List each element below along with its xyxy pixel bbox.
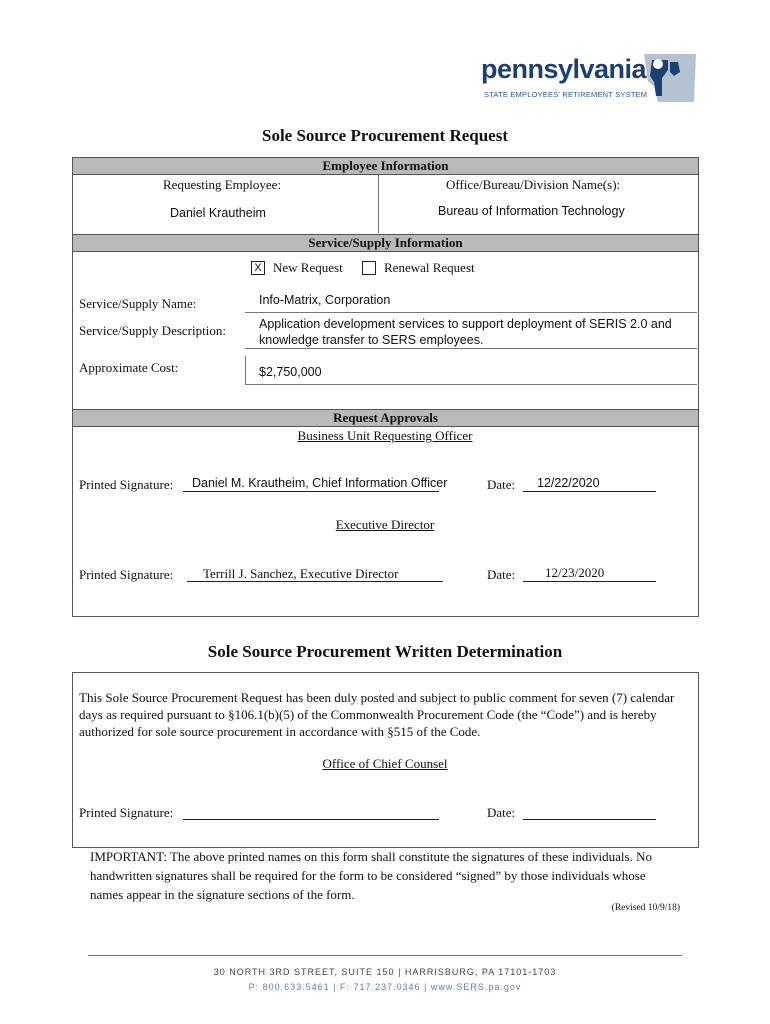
brand-logo-subtitle: STATE EMPLOYEES' RETIREMENT SYSTEM [484,90,648,99]
bu-printed-signature-value[interactable]: Daniel M. Krautheim, Chief Information Officer [192,476,448,490]
counsel-date-line[interactable] [523,819,656,820]
requesting-employee-value[interactable]: Daniel Krautheim [170,206,266,220]
service-description-label: Service/Supply Description: [79,323,226,338]
exec-printed-signature-label: Printed Signature: [79,567,174,582]
new-request-label: New Request [273,260,343,275]
request-approvals-header: Request Approvals [72,409,699,427]
approx-cost-underline [245,384,697,385]
business-unit-title: Business Unit Requesting Officer [297,428,473,443]
office-of-chief-counsel: Office of Chief Counsel [322,756,448,771]
bu-signature-line [183,491,439,492]
office-label: Office/Bureau/Division Name(s): [446,177,621,192]
footer-contact[interactable]: P: 800.633.5461 | F: 717.237.0346 | www.SERS.pa.gov [248,982,522,992]
service-info-header: Service/Supply Information [72,234,699,252]
requesting-employee-label: Requesting Employee: [163,177,282,192]
counsel-date-label: Date: [487,805,516,820]
counsel-signature-line[interactable] [183,819,439,820]
service-name-underline [245,312,697,313]
executive-director-title: Executive Director [335,517,435,532]
exec-date-value[interactable]: 12/23/2020 [545,565,605,580]
employee-info-header: Employee Information [72,157,699,175]
renewal-request-checkbox[interactable] [362,261,376,275]
brand-logo-text: pennsylvania [481,54,647,84]
counsel-printed-signature-label: Printed Signature: [79,805,174,820]
revised-date: (Revised 10/9/18) [611,903,680,913]
determination-title: Sole Source Procurement Written Determination [207,642,563,661]
important-note: IMPORTANT: The above printed names on this form shall constitute the signatures of these individuals. No handwritten signatures shall be required for the form to be considered “signed” by those individuals whose names appear in the signature sections of the form. [90,849,652,902]
bu-date-label: Date: [487,477,516,492]
approx-cost-left-rule [245,356,246,385]
service-name-value[interactable]: Info-Matrix, Corporation [259,293,391,307]
exec-date-line [523,581,656,582]
page-title: Sole Source Procurement Request [262,126,508,145]
bu-printed-signature-label: Printed Signature: [79,477,174,492]
service-description-value[interactable]: Application development services to support deployment of SERIS 2.0 and knowledge transfer to SERS employees. [259,317,672,347]
new-request-checkbox[interactable]: X [251,261,265,275]
office-value[interactable]: Bureau of Information Technology [438,204,625,218]
keystone-logo-icon [640,52,698,104]
renewal-request-label: Renewal Request [384,260,475,275]
bu-date-line [523,491,656,492]
service-name-label: Service/Supply Name: [79,296,197,311]
exec-printed-signature-value[interactable]: Terrill J. Sanchez, Executive Director [203,566,399,581]
footer-address: 30 NORTH 3RD STREET, SUITE 150 | HARRISBURG, PA 17101-1703 [213,967,557,977]
employee-divider [378,175,379,233]
determination-body: This Sole Source Procurement Request has been duly posted and subject to public comment for seven (7) calendar days as required pursuant to §106.1(b)(5) of the Commonwealth Procurement Code (the “Code”) and is hereby authorized for sole source procurement in accordance with §515 of the Code. [79,690,675,739]
approx-cost-label: Approximate Cost: [79,360,179,375]
service-description-underline [245,348,697,349]
approx-cost-value[interactable]: $2,750,000 [259,365,322,379]
footer-divider [88,955,682,956]
bu-date-value[interactable]: 12/22/2020 [537,476,600,490]
exec-date-label: Date: [487,567,516,582]
